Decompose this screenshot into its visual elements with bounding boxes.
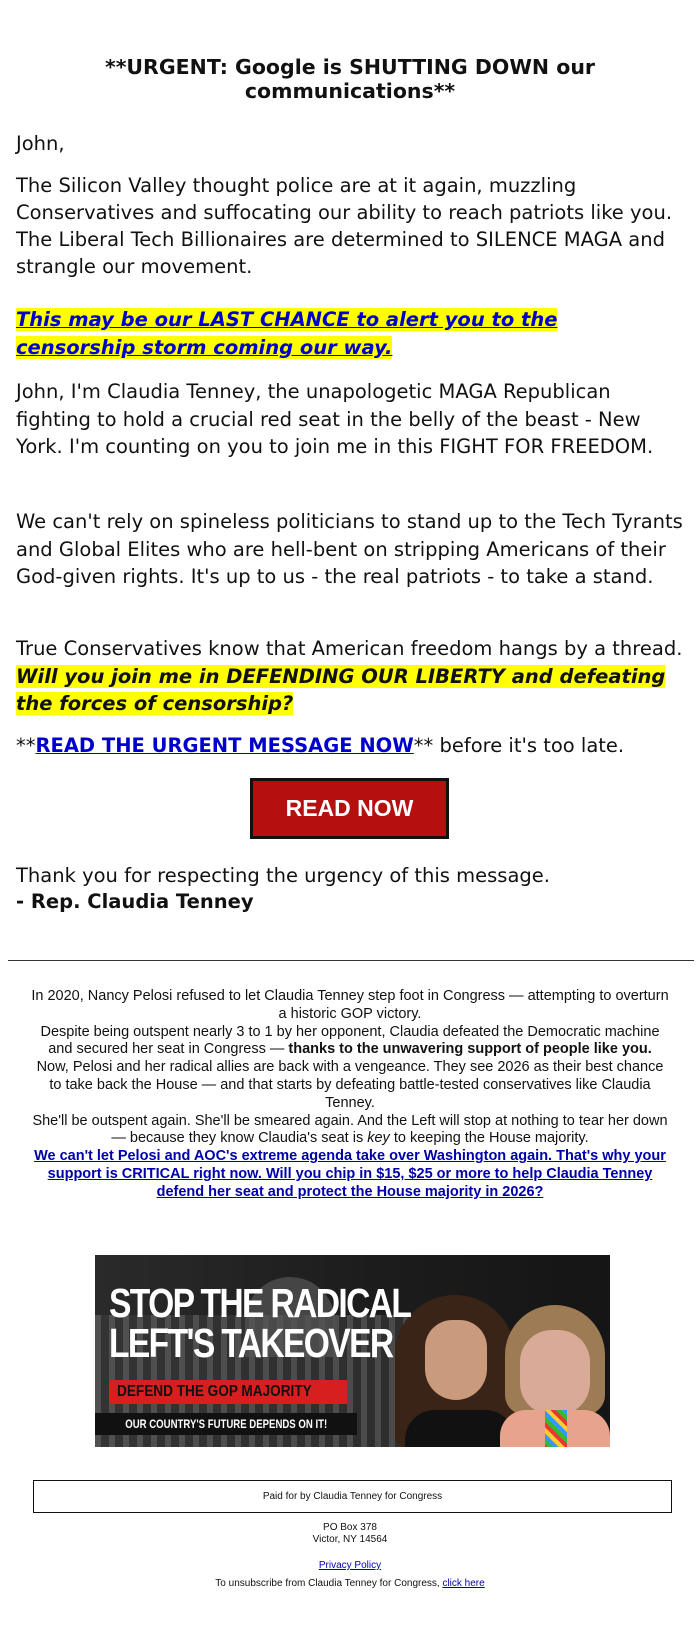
divider	[8, 960, 694, 961]
donate-link[interactable]: We can't let Pelosi and AOC's extreme agenda take over Washington again. That's why your support is CRITICAL right now. Will you chip in $15, $25 or more to help Claudia Tenney defend her seat and protect the House majority in 2026?	[34, 1148, 666, 1200]
paragraph-2: John, I'm Claudia Tenney, the unapologetic MAGA Republican fighting to hold a crucial red seat in the belly of the beast - New York. I'm counting on you to join me in this FIGHT FOR FREEDOM.	[16, 380, 654, 458]
footer-paragraph-4-text: She'll be outspent again. She'll be smeared again. And the Left will stop at nothing to tear her down — because they know Claudia's seat is	[32, 1112, 668, 1147]
footer-paragraph-2	[30, 1024, 670, 1060]
greeting: John,	[16, 132, 65, 155]
footer-paragraph-4-end: to keeping the House majority.	[389, 1130, 589, 1147]
footer-paragraph-2-text: Despite being outspent nearly 3 to 1 by her opponent, Claudia defeated the Democratic machine and secured her seat in Congress —	[40, 1023, 660, 1058]
paragraph-4	[16, 635, 686, 718]
paid-for-box: Paid for by Claudia Tenney for Congress	[33, 1480, 672, 1513]
paragraph-4-text: True Conservatives know that American freedom hangs by a thread.	[16, 637, 683, 660]
banner-red-bar-text: DEFEND THE GOP MAJORITY	[117, 1383, 312, 1400]
person-photo-left	[395, 1295, 515, 1447]
banner-bottom-bar-text: OUR COUNTRY'S FUTURE DEPENDS ON IT!	[125, 1417, 327, 1431]
address-line-2: Victor, NY 14564	[312, 1534, 388, 1545]
banner-red-bar	[109, 1380, 347, 1404]
address	[0, 1522, 700, 1546]
banner-headline-line-2: LEFT'S TAKEOVER	[109, 1320, 393, 1366]
unsubscribe-link[interactable]: click here	[442, 1578, 485, 1589]
signature: - Rep. Claudia Tenney	[16, 890, 254, 913]
privacy-row	[0, 1560, 700, 1572]
highlight-paragraph	[16, 306, 576, 362]
footer-paragraph-1: In 2020, Nancy Pelosi refused to let Claudia Tenney step foot in Congress — attempting to overturn a historic GOP victory.	[31, 988, 669, 1022]
cta-prefix: **	[16, 734, 36, 757]
paragraph-1: The Silicon Valley thought police are at it again, muzzling Conservatives and suffocating our ability to reach patriots like you. The Liberal Tech Billionaires are determined to SILENCE MAGA and strangle our movement.	[16, 174, 673, 278]
cta-line	[16, 732, 686, 760]
last-chance-link[interactable]: This may be our LAST CHANCE to alert you to the censorship storm coming our way.	[16, 308, 558, 359]
footer-text	[30, 988, 670, 1202]
address-line-1: PO Box 378	[323, 1522, 377, 1533]
liberty-highlight: Will you join me in DEFENDING OUR LIBERTY and defeating the forces of censorship?	[16, 664, 666, 715]
unsubscribe-text: To unsubscribe from Claudia Tenney for Congress,	[215, 1578, 443, 1589]
footer-paragraph-2-bold: thanks to the unwavering support of people like you.	[288, 1041, 652, 1058]
cta-suffix: ** before it's too late.	[413, 734, 625, 757]
banner-headline	[109, 1280, 411, 1366]
paragraph-3: We can't rely on spineless politicians to stand up to the Tech Tyrants and Global Elites who are hell-bent on stripping Americans of their God-given rights. It's up to us - the real patriots - to take a stand.	[16, 510, 683, 588]
thanks-line: Thank you for respecting the urgency of this message.	[16, 864, 550, 887]
person-photo-right	[500, 1305, 610, 1447]
banner-bottom-bar	[95, 1413, 357, 1435]
footer-paragraph-3: Now, Pelosi and her radical allies are back with a vengeance. They see 2026 as their best chance to take back the House — and that starts by defeating battle-tested conservatives like Claudia Tenney.	[36, 1059, 664, 1111]
email-title: **URGENT: Google is SHUTTING DOWN our communications**	[104, 55, 596, 103]
privacy-policy-link[interactable]: Privacy Policy	[318, 1560, 382, 1571]
banner-headline-line-1: STOP THE RADICAL	[109, 1280, 411, 1326]
footer-paragraph-4-em: key	[367, 1130, 390, 1147]
banner-image[interactable]	[95, 1255, 610, 1447]
unsubscribe-row	[0, 1578, 700, 1590]
read-now-button[interactable]: READ NOW	[250, 778, 449, 839]
footer-paragraph-4	[30, 1113, 670, 1149]
read-urgent-message-link[interactable]: READ THE URGENT MESSAGE NOW	[35, 734, 414, 757]
